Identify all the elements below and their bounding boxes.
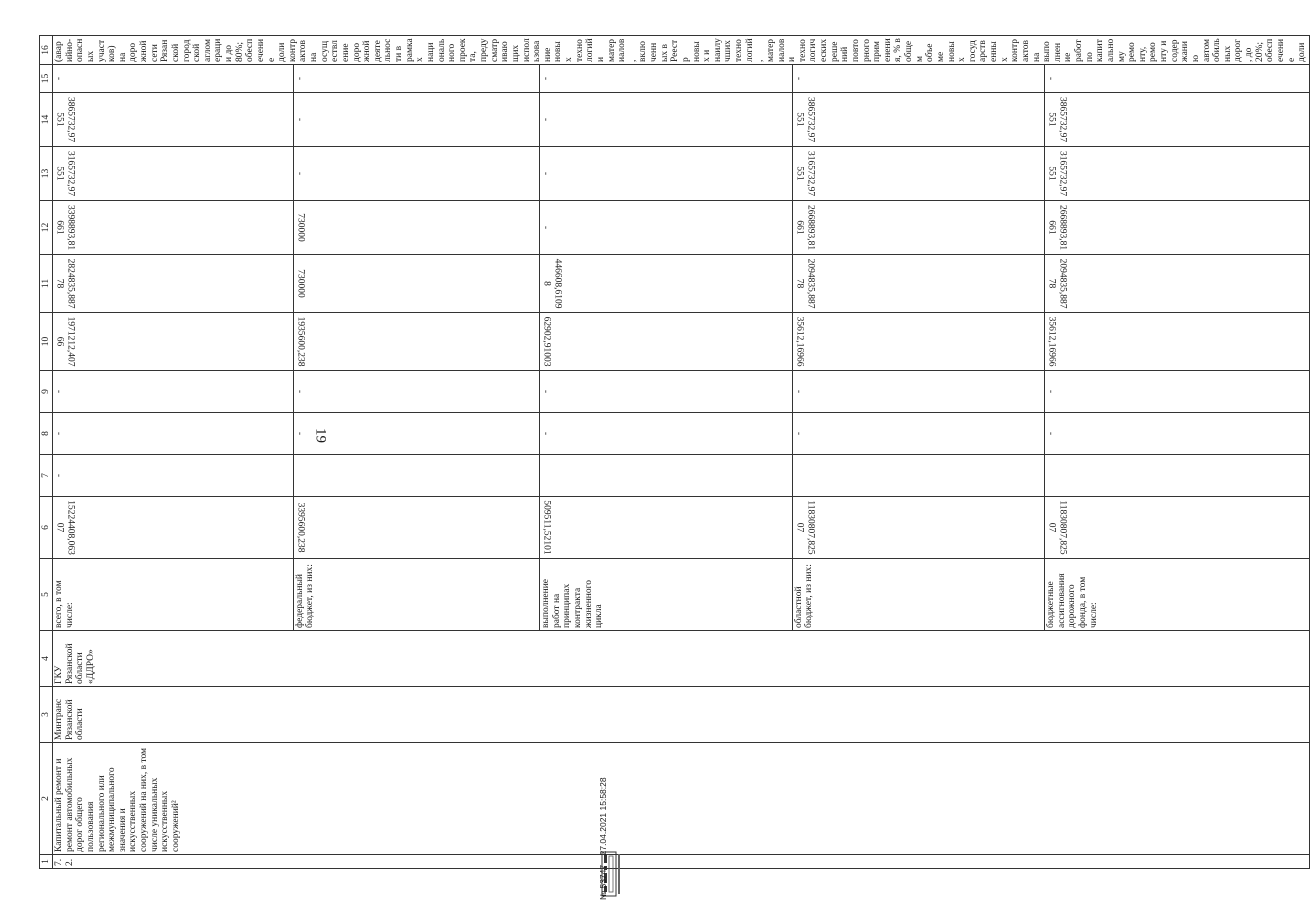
value-cell: - (792, 371, 1045, 413)
value: 3395600,238 (295, 502, 306, 553)
value-cell (293, 313, 540, 371)
value-cell: - (540, 147, 793, 201)
value: 2668893,81661 (794, 204, 815, 251)
value-cell (53, 313, 294, 371)
value: 11830807,82507 (1046, 500, 1068, 555)
col-header: 13 (40, 147, 53, 201)
value: 730000 (295, 213, 306, 242)
value-cell (792, 147, 1045, 201)
doc-timestamp: 27.04.2021 15:58:28 (598, 777, 608, 856)
value: 1935600,238 (295, 316, 306, 367)
source-cell: выполнение работ на принципах контракта жизненного цикла (540, 559, 793, 631)
value-cell: - (792, 413, 1045, 455)
header-row (40, 36, 53, 869)
source-cell: областной бюджет, из них: (792, 559, 1045, 631)
value-cell: - (53, 455, 294, 497)
value: 35612,16966 (1046, 316, 1057, 367)
col-header: 3 (40, 687, 53, 743)
col-header: 10 (40, 313, 53, 371)
col-header: 1 (40, 855, 53, 869)
col-header: 2 (40, 743, 53, 855)
document-stamp (598, 620, 612, 900)
executor-cell: ГКУ Рязанской области «ДДРО» (53, 631, 1310, 687)
col-header: 12 (40, 201, 53, 255)
measure-cell: Капитальный ремонт и ремонт автомобильных дорог общего пользования регионального или межмуниципального значения и искусственных сооружений на них, в том числе уникальных искусственных сооружений² (53, 743, 1310, 855)
value: 62902,91003 (541, 316, 552, 367)
program-table (39, 35, 1310, 869)
value-cell: - (53, 65, 294, 93)
value: 2094835,88778 (794, 258, 815, 309)
col-header: 5 (40, 559, 53, 631)
value-cell: - (540, 93, 793, 147)
value-cell (1045, 201, 1310, 255)
value-cell: - (293, 371, 540, 413)
value-cell (1045, 313, 1310, 371)
indicator-text: обеспечение доли контрактов на осуществление дорожной деятельности в рамках национального проекта, предусматривающих использование новых технологий и материалов, включенных в Реестр новых и наилучших технологий, материалов и технологических решений повторного применения, % в общем объеме новых государственных контрактов на выполнение работ по капитальному ремонту, ремонту и содержанию автомобильных дорог, до 20%; (245, 38, 1265, 62)
value-cell: - (1045, 413, 1310, 455)
value-cell (792, 255, 1045, 313)
page-number: 19 (312, 428, 329, 443)
value-cell: - (540, 201, 793, 255)
source-cell: федеральный бюджет, из них: (293, 559, 540, 631)
value: 2824835,88778 (54, 258, 76, 309)
value-cell (792, 93, 1045, 147)
value: 509511,52101 (541, 500, 552, 555)
value: 3165732,97551 (794, 150, 815, 197)
value: 2668893,81661 (1046, 204, 1068, 251)
indicator-text: обеспечение доли (1265, 38, 1308, 62)
value-cell (1045, 255, 1310, 313)
row-id: 7.2. (53, 855, 1310, 869)
value-cell (53, 147, 294, 201)
value-cell: - (792, 65, 1045, 93)
source-cell: бюджетные ассигнования дорожного фонда, в том числе: (1045, 559, 1310, 631)
value: 730000 (295, 269, 306, 298)
col-header: 6 (40, 497, 53, 559)
value: 446608,61098 (541, 258, 563, 309)
col-header: 9 (40, 371, 53, 413)
value-cell (792, 313, 1045, 371)
source-cell: всего, в том числе: (53, 559, 294, 631)
value-cell: - (293, 413, 540, 455)
value: 3865732,97551 (794, 96, 815, 143)
value-cell (792, 201, 1045, 255)
value-cell (293, 255, 540, 313)
col-header: 16 (40, 36, 53, 65)
value: 3398893,81661 (54, 204, 76, 251)
value-cell (53, 93, 294, 147)
value-cell (540, 255, 793, 313)
value-cell (540, 497, 793, 559)
value-cell: - (1045, 65, 1310, 93)
value-cell: - (540, 413, 793, 455)
value-cell: - (540, 371, 793, 413)
value-cell: - (293, 65, 540, 93)
value-cell (792, 455, 1045, 497)
value: 3165732,97551 (54, 150, 76, 197)
value-cell (1045, 147, 1310, 201)
doc-id: № 53747 (598, 864, 608, 900)
value-cell (540, 313, 793, 371)
value-cell (1045, 93, 1310, 147)
value: 3865732,97551 (1046, 96, 1068, 143)
value: 2094835,88778 (1046, 258, 1068, 309)
value-cell (293, 497, 540, 559)
col-header: 11 (40, 255, 53, 313)
value-cell: - (53, 413, 294, 455)
value: 3165732,97551 (1046, 150, 1068, 197)
value-cell (293, 455, 540, 497)
value-cell: - (53, 371, 294, 413)
value-cell: - (293, 147, 540, 201)
value-cell (293, 201, 540, 255)
value-cell (53, 201, 294, 255)
value-cell (53, 497, 294, 559)
value: 3865732,97551 (54, 96, 76, 143)
indicator-cell (53, 36, 1310, 65)
value-cell (53, 255, 294, 313)
table-row (53, 36, 294, 869)
responsible-cell: Минтранс Рязанской области (53, 687, 1310, 743)
value: 15224408,06307 (54, 500, 76, 555)
col-header: 7 (40, 455, 53, 497)
col-header: 14 (40, 93, 53, 147)
col-header: 4 (40, 631, 53, 687)
value-cell (792, 497, 1045, 559)
indicator-text: (аварийно-опасных участков) на дорожной сети Рязанской городской агломерации до 80%; (54, 38, 245, 62)
value-cell: - (540, 65, 793, 93)
value-cell (1045, 455, 1310, 497)
col-header: 15 (40, 65, 53, 93)
col-header: 8 (40, 413, 53, 455)
value-cell (1045, 497, 1310, 559)
value-cell: - (293, 93, 540, 147)
value: 11830807,82507 (794, 500, 815, 555)
value-cell: - (1045, 371, 1310, 413)
value: 35612,16966 (794, 316, 805, 367)
value: 1971212,40766 (54, 316, 76, 367)
value-cell (540, 455, 793, 497)
